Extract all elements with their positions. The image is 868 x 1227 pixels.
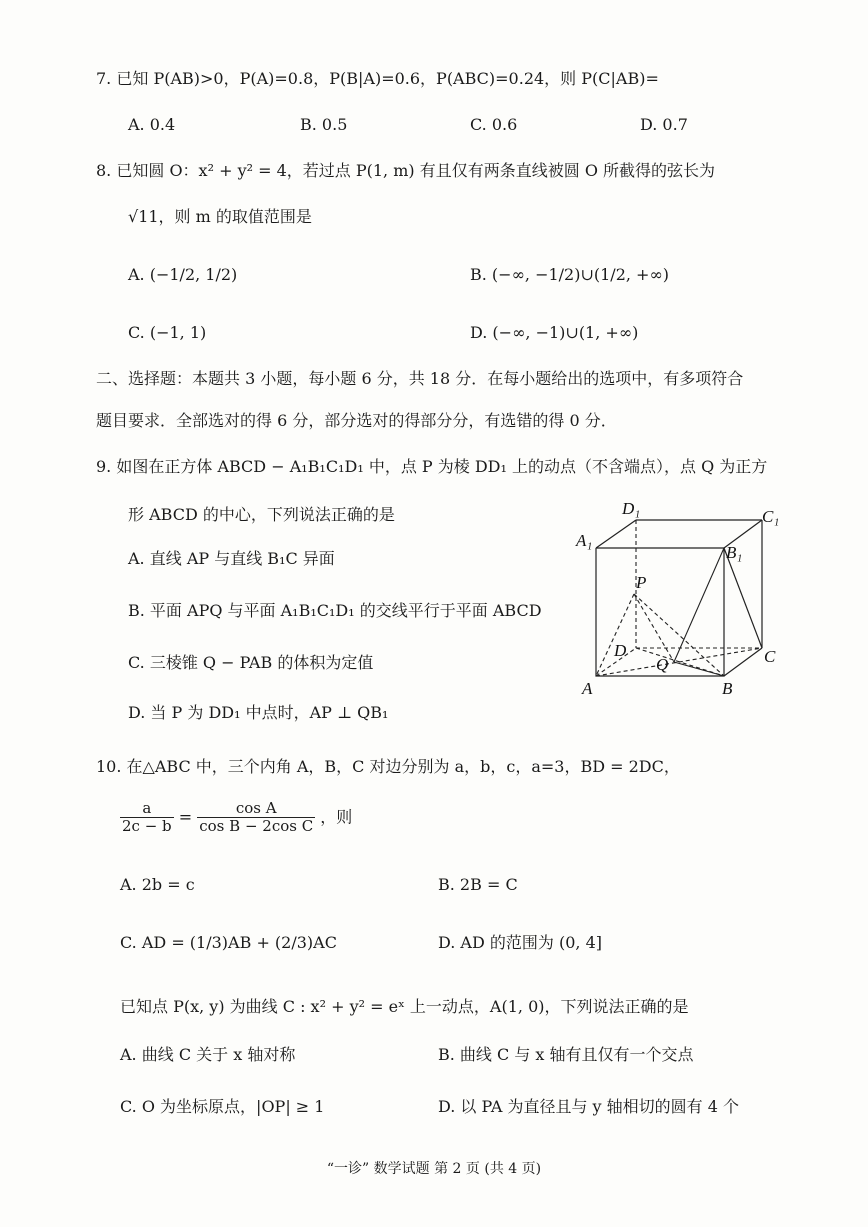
q8-stem-line1: 8. 已知圆 O：x² + y² = 4，若过点 P(1, m) 有且仅有两条直线被圆 O 所截得的弦长为 — [96, 161, 716, 180]
label-a1: A₁ — [576, 531, 593, 550]
q10-option-b: B. 2B = C — [438, 875, 518, 894]
q8-option-a: A. (−1/2, 1/2) — [128, 265, 238, 284]
label-d: D — [614, 641, 627, 660]
q7-stem: 7. 已知 P(AB)>0，P(A)=0.8，P(B|A)=0.6，P(ABC)=0.24，则 P(C|AB)= — [96, 69, 659, 88]
label-d1: D₁ — [622, 499, 641, 518]
q10-option-d: D. AD 的范围为 (0, 4] — [438, 933, 603, 952]
q7-option-d: D. 0.7 — [640, 115, 688, 134]
q10-stem-line1: 10. 在△ABC 中，三个内角 A，B，C 对边分别为 a，b，c，a=3，BD = 2DC， — [96, 757, 680, 776]
cube-figure — [574, 498, 786, 704]
q8-option-b: B. (−∞, −1/2)∪(1/2, +∞) — [470, 265, 670, 284]
q11-stem: 已知点 P(x, y) 为曲线 C : x² + y² = eˣ 上一动点，A(1, 0)，下列说法正确的是 — [120, 997, 689, 1016]
q10-option-a: A. 2b = c — [120, 875, 195, 894]
q11-option-a: A. 曲线 C 关于 x 轴对称 — [120, 1045, 296, 1064]
q11-option-b: B. 曲线 C 与 x 轴有且仅有一个交点 — [438, 1045, 694, 1064]
q7-option-c: C. 0.6 — [470, 115, 518, 134]
q11-option-d: D. 以 PA 为直径且与 y 轴相切的圆有 4 个 — [438, 1097, 740, 1116]
q8-stem-line2: √11，则 m 的取值范围是 — [128, 207, 312, 226]
section-2-instructions-line2: 题目要求．全部选对的得 6 分，部分选对的得部分分，有选错的得 0 分． — [96, 411, 617, 430]
q9-option-d: D. 当 P 为 DD₁ 中点时，AP ⊥ QB₁ — [128, 703, 389, 722]
q10-frac-right: $\frac{\text{cos A}}{\text{cos B − 2cos C}}$ — [199, 799, 314, 835]
q8-option-c: C. (−1, 1) — [128, 323, 207, 342]
q10-equation: $\frac{a}{2c - b}$ = $\frac{\text{cos A}}{\text{cos B − 2cos C}}$ ，则 — [122, 799, 353, 835]
section-2-instructions-line1: 二、选择题：本题共 3 小题，每小题 6 分，共 18 分．在每小题给出的选项中，有多项符合 — [96, 369, 744, 388]
q9-option-a: A. 直线 AP 与直线 B₁C 异面 — [128, 549, 335, 568]
label-p: P — [636, 573, 647, 592]
q10-option-c: C. AD = (1/3)AB + (2/3)AC — [120, 933, 337, 952]
label-c1: C₁ — [762, 507, 780, 526]
q7-option-b: B. 0.5 — [300, 115, 348, 134]
q9-stem-line1: 9. 如图在正方体 ABCD − A₁B₁C₁D₁ 中，点 P 为棱 DD₁ 上的动点（不含端点），点 Q 为正方 — [96, 457, 768, 476]
q9-option-b: B. 平面 APQ 与平面 A₁B₁C₁D₁ 的交线平行于平面 ABCD — [128, 601, 542, 620]
label-q: Q — [656, 655, 669, 674]
label-b: B — [722, 679, 733, 698]
q11-option-c: C. O 为坐标原点，|OP| ≥ 1 — [120, 1097, 325, 1116]
q9-stem-line2: 形 ABCD 的中心，下列说法正确的是 — [128, 505, 395, 524]
label-b1: B₁ — [726, 543, 743, 562]
q7-option-a: A. 0.4 — [128, 115, 176, 134]
label-a: A — [582, 679, 593, 698]
q9-option-c: C. 三棱锥 Q − PAB 的体积为定值 — [128, 653, 374, 672]
label-c: C — [764, 647, 776, 666]
page-footer: “一诊” 数学试题 第 2 页 (共 4 页) — [326, 1161, 542, 1177]
q10-frac-left: $\frac{a}{2c - b}$ — [122, 799, 172, 835]
q8-option-d: D. (−∞, −1)∪(1, +∞) — [470, 323, 639, 342]
